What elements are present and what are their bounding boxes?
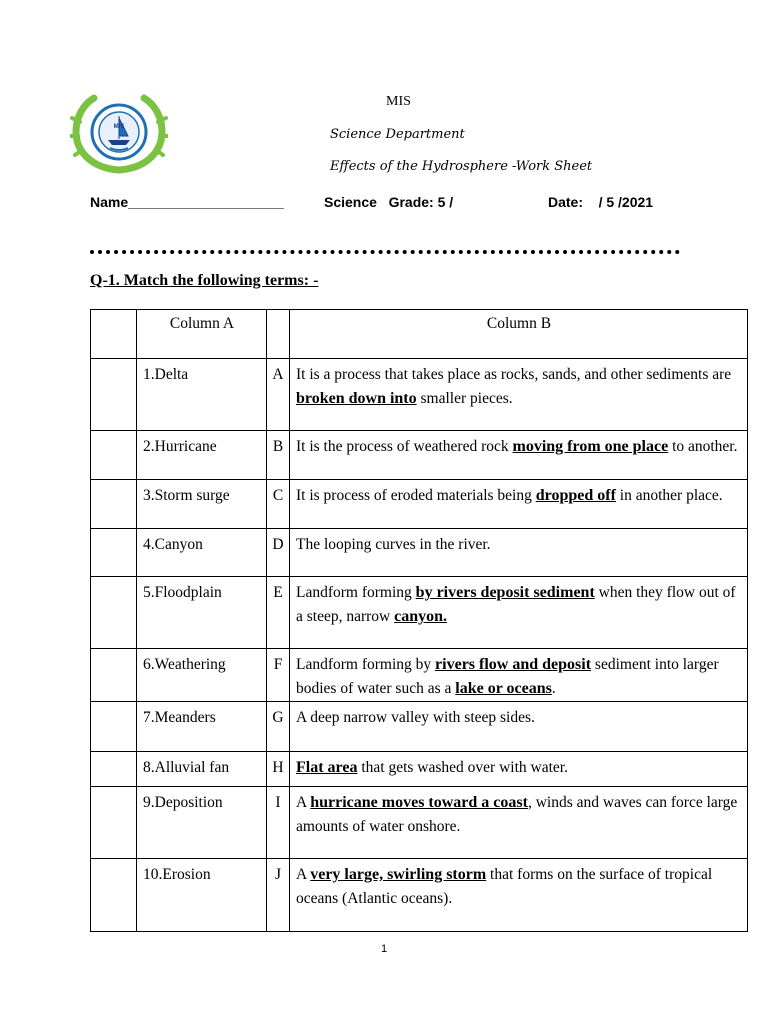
term-cell: 4.Canyon <box>137 529 267 577</box>
definition-text: It is a process that takes place as rocks, sands, and other sediments are <box>296 366 732 383</box>
column-a-header: Column A <box>137 310 267 359</box>
blank-answer-cell <box>91 359 137 431</box>
key-phrase: dropped off <box>535 487 616 504</box>
school-logo <box>70 92 168 176</box>
term-cell: 8.Alluvial fan <box>137 752 267 787</box>
term-cell: 1.Delta <box>137 359 267 431</box>
definition-text: It is process of eroded materials being <box>296 487 536 504</box>
definition-text: A deep narrow valley with steep sides. <box>296 709 535 726</box>
table-row <box>91 480 748 529</box>
letter-cell: F <box>267 649 290 702</box>
definition-cell <box>290 480 748 529</box>
key-phrase: broken down into <box>296 390 417 407</box>
table-row <box>91 529 748 577</box>
letter-cell: A <box>267 359 290 431</box>
table-row <box>91 431 748 480</box>
definition-text: . <box>551 680 556 697</box>
blank-answer-cell <box>91 859 137 932</box>
definition-cell <box>290 752 748 787</box>
blank-answer-cell <box>91 649 137 702</box>
letter-cell: D <box>267 529 290 577</box>
dotted-divider <box>90 250 680 254</box>
table-row <box>91 752 748 787</box>
letter-cell: H <box>267 752 290 787</box>
blank-answer-cell <box>91 431 137 480</box>
blank-answer-cell <box>91 577 137 649</box>
key-phrase: lake or oceans <box>455 680 552 697</box>
key-phrase: by rivers deposit sediment <box>415 584 595 601</box>
definition-text: when they flow out of a steep, narrow <box>296 584 736 625</box>
letter-cell: G <box>267 702 290 752</box>
column-b-header: Column B <box>290 310 748 359</box>
definition-text: that forms on the surface of tropical oceans (Atlantic oceans). <box>296 866 713 907</box>
definition-text: The looping curves in the river. <box>296 536 491 553</box>
blank-answer-cell <box>91 702 137 752</box>
table-row <box>91 859 748 932</box>
table-header-row <box>91 310 748 359</box>
definition-cell <box>290 529 748 577</box>
definition-text: to another. <box>668 438 738 455</box>
key-phrase: very large, swirling storm <box>310 866 487 883</box>
definition-cell <box>290 702 748 752</box>
definition-cell <box>290 431 748 480</box>
definition-text: Landform forming by <box>296 656 436 673</box>
definition-text: Landform forming <box>296 584 416 601</box>
worksheet-title: Effects of the Hydrosphere -Work Sheet <box>330 159 593 174</box>
number-cell <box>91 310 137 359</box>
table-row <box>91 359 748 431</box>
name-field: Name____________________ <box>90 194 284 210</box>
definition-text: A <box>296 866 311 883</box>
blank-answer-cell <box>91 787 137 859</box>
term-cell: 2.Hurricane <box>137 431 267 480</box>
key-phrase: rivers flow and deposit <box>435 656 592 673</box>
letter-cell: B <box>267 431 290 480</box>
date-field: Date: / 5 /2021 <box>548 194 654 210</box>
blank-answer-cell <box>91 480 137 529</box>
matching-table <box>90 309 748 932</box>
key-phrase: hurricane moves toward a coast <box>310 794 528 811</box>
page-number: 1 <box>380 943 388 955</box>
grade-field: Science Grade: 5 / <box>324 194 454 210</box>
letter-cell: I <box>267 787 290 859</box>
question-heading: Q-1. Match the following terms: - <box>90 272 319 289</box>
definition-cell <box>290 359 748 431</box>
letter-cell <box>267 310 290 359</box>
table-row <box>91 702 748 752</box>
logo-text: MIS <box>113 124 125 130</box>
definition-cell <box>290 577 748 649</box>
definition-text: A <box>296 794 311 811</box>
table-row <box>91 649 748 702</box>
term-cell: 3.Storm surge <box>137 480 267 529</box>
school-name: MIS <box>386 94 411 109</box>
definition-text: smaller pieces. <box>416 390 513 407</box>
term-cell: 10.Erosion <box>137 859 267 932</box>
key-phrase: canyon. <box>394 608 448 625</box>
definition-text: in another place. <box>615 487 723 504</box>
definition-cell <box>290 787 748 859</box>
term-cell: 5.Floodplain <box>137 577 267 649</box>
definition-text: It is the process of weathered rock <box>296 438 513 455</box>
letter-cell: J <box>267 859 290 932</box>
definition-text: , winds and waves can force large amounts of water onshore. <box>296 794 738 835</box>
definition-text: sediment into larger bodies of water such as a <box>296 656 719 697</box>
term-cell: 7.Meanders <box>137 702 267 752</box>
department-name: Science Department <box>330 127 465 142</box>
blank-answer-cell <box>91 529 137 577</box>
table-row <box>91 787 748 859</box>
letter-cell: C <box>267 480 290 529</box>
definition-cell <box>290 649 748 702</box>
letter-cell: E <box>267 577 290 649</box>
definition-cell <box>290 859 748 932</box>
term-cell: 6.Weathering <box>137 649 267 702</box>
table-row <box>91 577 748 649</box>
term-cell: 9.Deposition <box>137 787 267 859</box>
definition-text: that gets washed over with water. <box>357 759 568 776</box>
key-phrase: moving from one place <box>512 438 669 455</box>
blank-answer-cell <box>91 752 137 787</box>
key-phrase: Flat area <box>296 759 358 776</box>
